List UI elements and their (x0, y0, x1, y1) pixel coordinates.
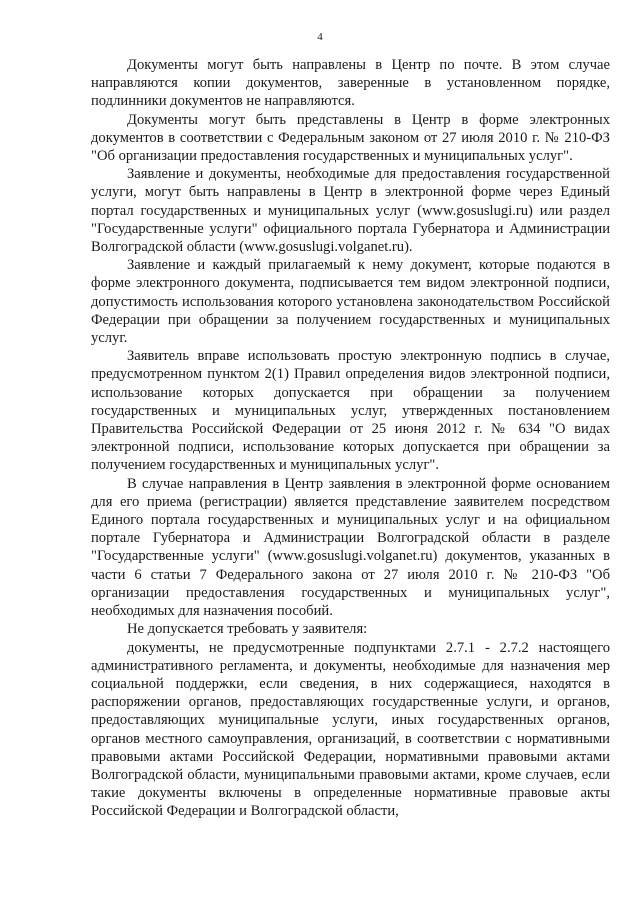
page-number: 4 (317, 31, 323, 43)
document-body (91, 56, 610, 821)
paragraph-electronic-signature: Заявление и каждый прилагаемый к нему документ, которые подаются в форме электронного документа, подписывается тем видом электронной подписи, допустимость использования которого установлена законодательством Российской Федерации при обращении за получением государственных и муниципальных услуг. (91, 257, 610, 347)
paragraph-portal-submission: Заявление и документы, необходимые для предоставления государственной услуги, могут быть направлены в Центр в электронной форме через Единый портал государственных и муниципальных услуг (www.gosuslugi.ru) или раздел "Государственные услуги" официального портала Губернатора и Администрации Волгоградской области (www.gosuslugi.volganet.ru). (91, 166, 610, 256)
paragraph-prohibited-documents: документы, не предусмотренные подпунктами 2.7.1 - 2.7.2 настоящего административного регламента, и документы, необходимые для назначения мер социальной поддержки, если сведения, в них содержащиеся, находятся в распоряжении органов, предоставляющих государственные услуги, и органов, предоставляющих муниципальные услуги, иных государственных органов, органов местного самоуправления, организаций, в соответствии с нормативными правовыми актами Российской Федерации, нормативными правовыми актами Волгоградской области, муниципальными правовыми актами, кроме случаев, если такие документы включены в определенные нормативные правовые акты Российской Федерации и Волгоградской области, (91, 639, 610, 820)
paragraph-postal-submission: Документы могут быть направлены в Центр по почте. В этом случае направляются копии документов, заверенные в установленном порядке, подлинники документов не направляются. (91, 57, 610, 110)
paragraph-prohibition-heading: Не допускается требовать у заявителя: (127, 621, 368, 638)
paragraph-simple-signature: Заявитель вправе использовать простую электронную подпись в случае, предусмотренном пунктом 2(1) Правил определения видов электронной подписи, использование которых допускается при обращении за получением государственных и муниципальных услуг, утвержденных постановлением Правительства Российской Федерации от 25 июня 2012 г. № 634 "О видах электронной подписи, использование которых допускается при обращении за получением государственных и муниципальных услуг". (91, 348, 610, 474)
paragraph-registration-basis: В случае направления в Центр заявления в электронной форме основанием для его приема (регистрации) является представление заявителем посредством Единого портала государственных и муниципальных услуг и на официальном портале Губернатора и Администрации Волгоградской области в разделе "Государственные услуги" (www.gosuslugi.volganet.ru) документов, указанных в части 6 статьи 7 Федерального закона от 27 июля 2010 г. № 210-ФЗ "Об организации предоставления государственных и муниципальных услуг", необходимых для назначения пособий. (91, 475, 610, 620)
paragraph-electronic-documents: Документы могут быть представлены в Центр в форме электронных документов в соответствии с Федеральным законом от 27 июля 2010 г. № 210-ФЗ "Об организации предоставления государственных и муниципальных услуг". (91, 111, 610, 165)
